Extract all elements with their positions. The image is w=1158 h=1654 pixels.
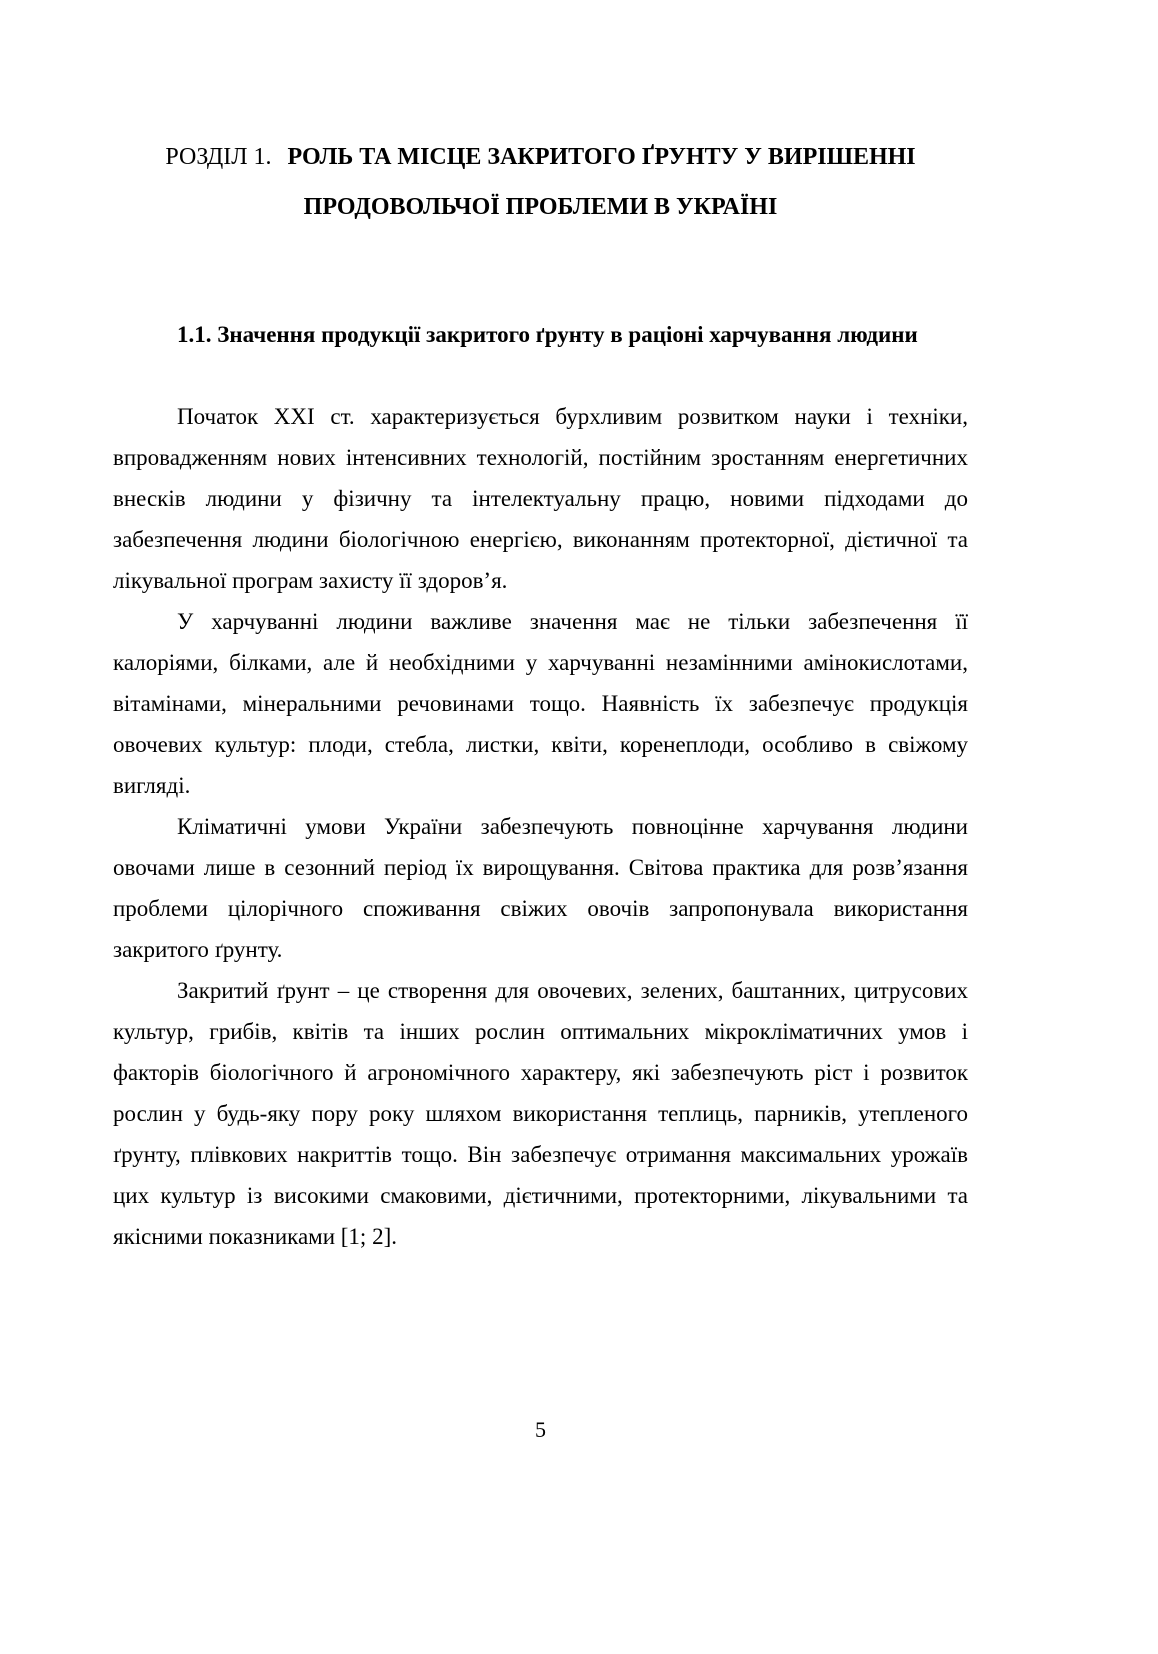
paragraph-3: Кліматичні умови України забезпечують повноцінне харчування людини овочами лише в сезонний період їх вирощування. Світова практика для розв’язання проблеми цілорічного споживання свіжих овочів запропонувала використання закритого ґрунту.	[113, 814, 968, 962]
chapter-title-line-2: ПРОДОВОЛЬЧОЇ ПРОБЛЕМИ В УКРАЇНІ	[303, 194, 778, 220]
paragraph-1: Початок XXI ст. характеризується бурхливим розвитком науки і техніки, впровадженням нових інтенсивних технологій, постійним зростанням енергетичних внесків людини у фізичну та інтелектуальну працю, новими підходами до забезпечення людини біологічною енергією, виконанням протекторної, дієтичної та лікувальної програм захисту її здоров’я.	[113, 404, 968, 593]
section-heading: 1.1. Значення продукції закритого ґрунту в раціоні харчування людини	[177, 322, 918, 347]
page-number: 5	[535, 1417, 546, 1442]
body-text	[113, 396, 968, 1257]
chapter-heading	[113, 132, 968, 232]
chapter-number-label: РОЗДІЛ 1.	[165, 144, 272, 170]
chapter-heading-line-1	[113, 132, 968, 182]
paragraph-4: Закритий ґрунт – це створення для овочевих, зелених, баштанних, цитрусових культур, грибів, квітів та інших рослин оптимальних мікрокліматичних умов і факторів біологічного й агрономічного характеру, які забезпечують ріст і розвиток рослин у будь-яку пору року шляхом використання теплиць, парників, утепленого ґрунту, плівкових накриттів тощо. Він забезпечує отримання максимальних урожаїв цих культур із високими смаковими, дієтичними, протекторними, лікувальними та якісними показниками [1; 2].	[113, 978, 968, 1249]
paragraph-2: У харчуванні людини важливе значення має не тільки забезпечення її калоріями, білками, але й необхідними у харчуванні незамінними амінокислотами, вітамінами, мінеральними речовинами тощо. Наявність їх забезпечує продукція овочевих культур: плоди, стебла, листки, квіти, коренеплоди, особливо в свіжому вигляді.	[113, 609, 968, 798]
chapter-title-line-1: РОЛЬ ТА МІСЦЕ ЗАКРИТОГО ҐРУНТУ У ВИРІШЕННІ	[287, 144, 916, 170]
